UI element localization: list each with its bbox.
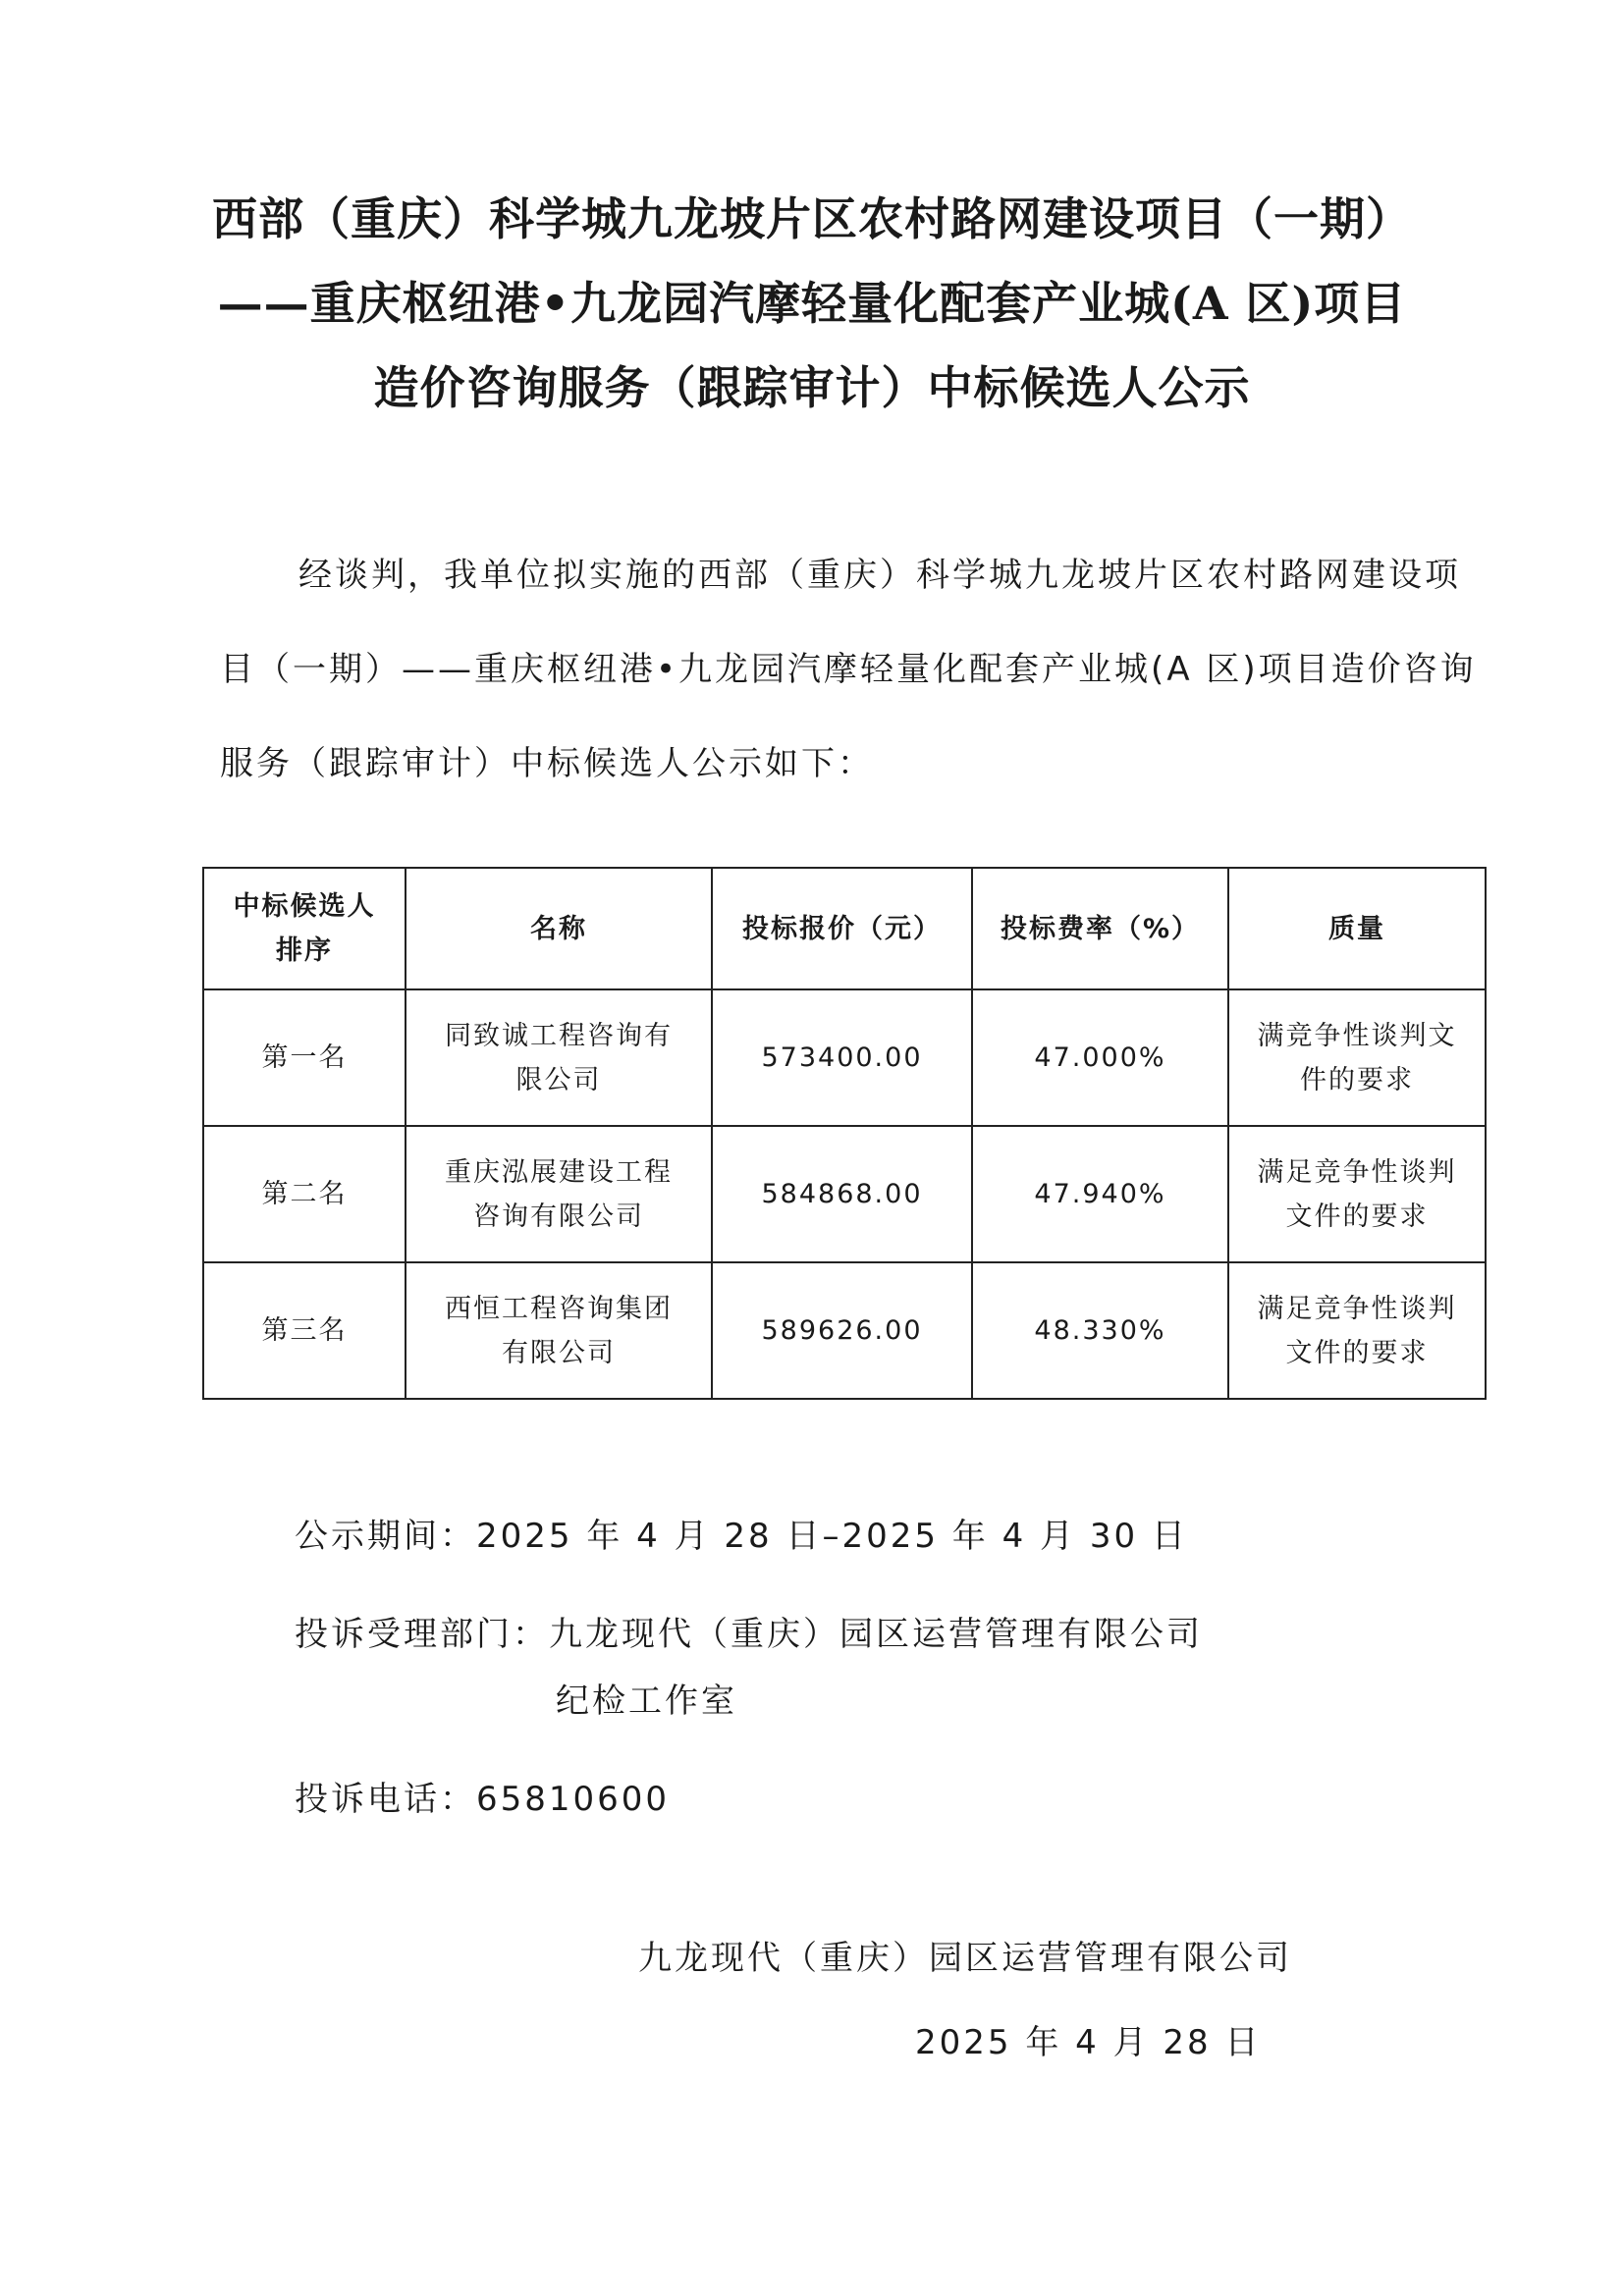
cell-price: 584868.00 [712,1126,972,1262]
title-line-2: ——重庆枢纽港•九龙园汽摩轻量化配套产业城(A 区)项目 [217,277,1407,330]
table-header-row [203,868,1486,989]
intro-paragraph [220,528,1477,811]
table-row [203,989,1486,1126]
complaint-department-office: 纪检工作室 [556,1682,737,1721]
cell-price: 589626.00 [712,1262,972,1399]
cell-quality: 满竞争性谈判文件的要求 [1228,989,1486,1126]
complaint-department: 投诉受理部门：九龙现代（重庆）园区运营管理有限公司 [295,1615,1203,1654]
title-line-1: 西部（重庆）科学城九龙坡片区农村路网建设项目（一期） [212,192,1412,245]
cell-quality: 满足竞争性谈判文件的要求 [1228,1262,1486,1399]
table-row [203,1126,1486,1262]
cell-rank: 第二名 [203,1126,406,1262]
cell-rate: 47.000% [972,989,1228,1126]
table-row [203,1262,1486,1399]
cell-name: 西恒工程咨询集团有限公司 [406,1262,712,1399]
header-name: 名称 [406,868,712,989]
cell-name: 同致诚工程咨询有限公司 [406,989,712,1126]
header-price: 投标报价（元） [712,868,972,989]
header-rate: 投标费率（%） [972,868,1228,989]
cell-quality: 满足竞争性谈判文件的要求 [1228,1126,1486,1262]
title-line-3: 造价咨询服务（跟踪审计）中标候选人公示 [373,361,1251,414]
notice-period: 公示期间：2025 年 4 月 28 日–2025 年 4 月 30 日 [295,1517,1188,1556]
signature-date: 2025 年 4 月 28 日 [915,2023,1262,2062]
document-title [147,177,1477,430]
intro-text: 经谈判，我单位拟实施的西部（重庆）科学城九龙坡片区农村路网建设项目（一期）——重庆枢纽港•九龙园汽摩轻量化配套产业城(A 区)项目造价咨询服务（跟踪审计）中标候选人公示如下： [220,556,1477,783]
cell-rank: 第三名 [203,1262,406,1399]
complaint-phone: 投诉电话：65810600 [295,1780,671,1819]
candidates-table [202,867,1487,1400]
cell-price: 573400.00 [712,989,972,1126]
signature-organization: 九龙现代（重庆）园区运营管理有限公司 [638,1939,1292,1978]
header-quality: 质量 [1228,868,1486,989]
cell-name: 重庆泓展建设工程咨询有限公司 [406,1126,712,1262]
notice-info [295,1503,1203,1833]
header-rank: 中标候选人排序 [203,868,406,989]
cell-rate: 47.940% [972,1126,1228,1262]
cell-rate: 48.330% [972,1262,1228,1399]
cell-rank: 第一名 [203,989,406,1126]
